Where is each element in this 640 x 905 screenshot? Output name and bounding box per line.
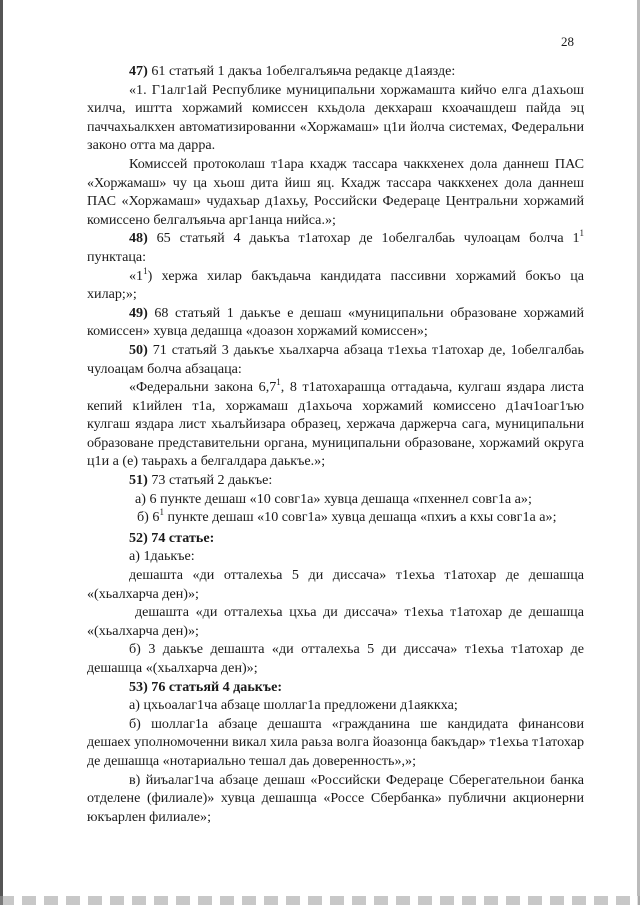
- page-number: 28: [561, 34, 574, 49]
- item-51-number: 51): [129, 472, 148, 489]
- item-53-b: б) шоллаг1а абзаце дешашта «гражданина ше кандидата финансови дешаех уполномоченни викал хила раьза волга йоазонца бакъдар» т1ехьа т1атохар де дешашца «нотариально тешал даь доверенность»,»;: [87, 715, 584, 769]
- item-49-text: 68 статьяй 1 даькъе е дешаш «муниципальни образоване хоржамий комиссен» хувца дедашца «доазон хоржамий комиссен»;: [87, 304, 584, 340]
- item-51-b-superscript: 1: [159, 507, 164, 518]
- item-50-text: 71 статьяй 3 даькъе хьалхарча абзаца т1ехьа т1атохар де, 1обелгалбаь чулоацам болча абзацаца:: [87, 341, 584, 377]
- item-47-text: 61 статьяй 1 дакъа 1обелгалъяьча редакце д1аязде:: [147, 63, 456, 79]
- item-53-heading: [87, 678, 584, 697]
- item-50-quote-start: «Федеральни закона 6,7: [129, 379, 277, 396]
- item-51-b-end: пункте дешаш «10 совг1а» хувца дешаща «пхиъ а кхы совг1а а»;: [163, 509, 557, 526]
- item-53-c: в) йиъалаг1ча абзаце дешаш «Российски Федераце Сберегательнои банка отделене (филиале)» хувца дешашца «Россе Сбербанка» публични акционерни юкъарлен филиале»;: [87, 771, 584, 825]
- item-47-quote-2: Комиссей протоколаш т1ара кхадж тассара чаккхенех дола даннеш ПАС «Хоржамаш» чу ца хьош дита йиш яц. Кхадж тассара чаккхенех дола даннеш ПАС «Хоржамаш» чудахьар д1ахьу, Российски Федераце Центральни хоржамий комиссено белгалъяьча арг1анца нийса.»;: [87, 155, 584, 228]
- item-47-quote-1: «1. Г1алг1ай Республике муниципальни хоржамашта кийчо елга д1ахьош хилча, иштта хоржамий комиссен кхьдола декхараш кхоачашдеш пайда эц паччахьалкхен автоматизированни «Хоржамаш» ц1и йолча системах, Федеральни законо отта ма дарра.: [87, 81, 584, 154]
- scan-bottom-artifact: [0, 896, 640, 905]
- scan-left-edge: [0, 0, 3, 905]
- item-50-quote-superscript: 1: [276, 377, 281, 388]
- item-51-b: [87, 508, 584, 527]
- item-52-a-2: дешашта «ди отталехьа цхьа ди диссача» т1ехьа т1атохар де дешашца «(хьалхарча ден)»;: [87, 604, 584, 639]
- item-50: [87, 341, 584, 378]
- item-49: [87, 304, 584, 341]
- item-48-quote: [87, 267, 584, 304]
- item-52-heading: [87, 529, 584, 548]
- item-53-heading-text: 53) 76 статьяй 4 даькъе:: [129, 678, 283, 695]
- item-51: [87, 471, 584, 490]
- item-47: [87, 62, 584, 81]
- item-48-quote-end: ) хержа хилар бакъдаьча кандидата пассивни хоржамий бокъо ца хилар;»;: [87, 267, 584, 303]
- item-50-quote-end: , 8 т1атохарашца оттадаьча, кулгаш яздара листа кепий к1ийлен т1а, хоржамаш д1ахьоча хоржамий комиссено д1ач1оаг1ъю кулгаш яздара лист хьалъйизара образец, хержача даржерча сага, муниципальни образоване представительни органа, муниципальни образоване, хоржамий округа ц1и а (е) таьрахь а белгалдара даькъе.»;: [87, 379, 584, 470]
- item-48-number: 48): [129, 230, 148, 247]
- item-51-a: а) 6 пункте дешаш «10 совг1а» хувца дешаща «пхеннел совг1а а»;: [135, 490, 532, 507]
- item-48-superscript: 1: [579, 228, 584, 239]
- item-52-a: а) 1даькъе:: [129, 548, 195, 565]
- item-52-heading-text: 52) 74 статье:: [129, 529, 215, 546]
- item-47-number: 47): [129, 63, 148, 79]
- item-52-b: б) 3 даькъе дешашта «ди отталехьа 5 ди диссача» т1ехьа т1атохар де дешашца «(хьалхарча ден)»;: [87, 641, 584, 676]
- item-49-number: 49): [129, 304, 148, 321]
- page-body: [87, 62, 584, 826]
- item-48-quote-superscript: 1: [143, 265, 148, 276]
- item-50-number: 50): [129, 341, 148, 358]
- item-48-text: 65 статьяй 4 даькъа т1атохар де 1обелгалбаь чулоацам болча 1: [147, 230, 580, 247]
- item-51-text: 73 статьяй 2 даькъе:: [147, 472, 273, 489]
- item-50-quote: [87, 378, 584, 471]
- item-48: [87, 229, 584, 266]
- item-51-b-start: б) 6: [137, 509, 160, 526]
- item-48-tail: пунктаца:: [87, 248, 147, 265]
- item-52-a-1: дешашта «ди отталехьа 5 ди диссача» т1ехьа т1атохар де дешашца «(хьалхарча ден)»;: [87, 567, 584, 602]
- item-53-a: а) цхьоалаг1ча абзаце шоллаг1а предложени д1аяккха;: [129, 697, 458, 714]
- item-48-quote-start: «1: [129, 267, 144, 284]
